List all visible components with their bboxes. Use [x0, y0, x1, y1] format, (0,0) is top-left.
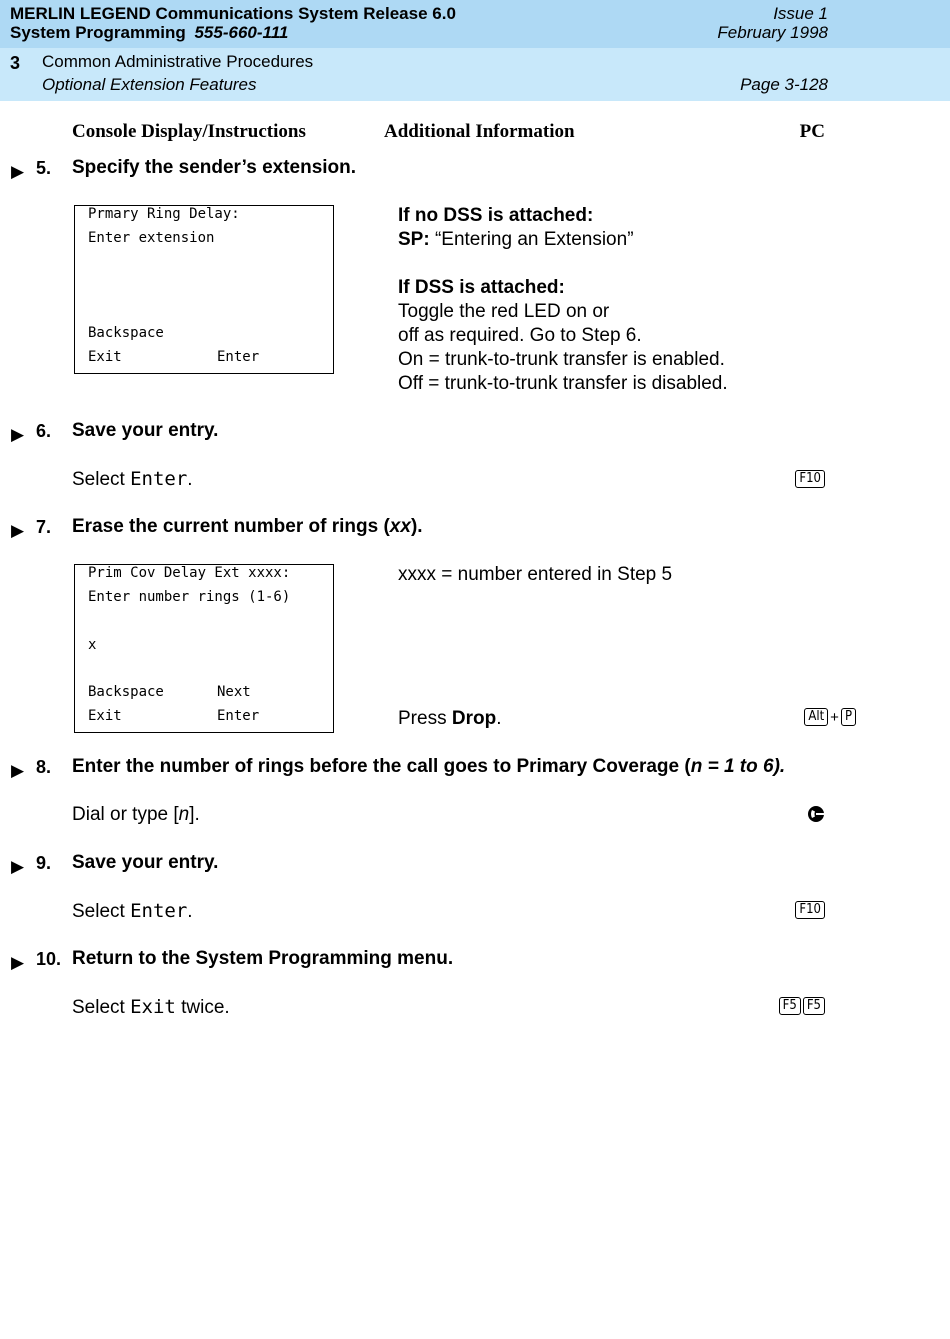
alt-key[interactable]: Alt [804, 708, 828, 726]
step-10-title: Return to the System Programming menu. [72, 948, 454, 969]
f10-key[interactable]: F10 [795, 901, 825, 919]
instr-mono: Exit [130, 996, 176, 1018]
step-9-title: Save your entry. [72, 852, 219, 873]
dss-heading: If DSS is attached: [398, 277, 565, 298]
instr-text: Select [72, 469, 131, 490]
pc-keys-step10 [779, 997, 825, 1015]
step-6-instruction [72, 468, 193, 491]
plus-sign: + [830, 708, 839, 726]
chapter-title: Common Administrative Procedures [42, 52, 314, 71]
column-heading-console: Console Display/Instructions [72, 121, 306, 142]
instr-text: Select [72, 901, 131, 922]
step-10-number: 10. [36, 949, 62, 969]
doc-subtitle-text: System Programming [10, 23, 186, 42]
press-bold: Drop [451, 708, 497, 729]
f10-key[interactable]: F10 [795, 470, 825, 488]
step-arrow-icon: ▶ [11, 162, 25, 181]
pc-keys-step6 [795, 470, 825, 488]
step-9-number: 9. [36, 853, 52, 873]
no-dss-heading: If no DSS is attached: [398, 205, 594, 226]
dss-line: On = trunk-to-trunk transfer is enabled. [398, 349, 725, 370]
sp-reference [398, 229, 634, 251]
issue-label: Issue 1 [773, 4, 828, 23]
f5-key[interactable]: F5 [803, 997, 825, 1015]
page-number: Page 3-128 [740, 75, 828, 94]
sp-text: “Entering an Extension” [429, 229, 634, 250]
doc-date: February 1998 [717, 23, 828, 42]
step-7-note: xxxx = number entered in Step 5 [398, 564, 673, 585]
pc-keys-step9 [795, 901, 825, 919]
step-10-instruction [72, 996, 230, 1019]
title-text: Enter the number of rings before the call goes to Primary Coverage ( [72, 756, 691, 777]
section-title: Optional Extension Features [42, 75, 257, 94]
screen-enter-option[interactable]: Enter [217, 349, 260, 365]
step-arrow-icon: ▶ [11, 521, 25, 540]
step-6-title: Save your entry. [72, 420, 219, 441]
instr-mono: Enter [130, 900, 188, 922]
screen-exit-option[interactable]: Exit [88, 708, 122, 724]
step-arrow-icon: ▶ [11, 953, 25, 972]
step-7-number: 7. [36, 517, 52, 537]
doc-subtitle [10, 23, 288, 43]
step-8-title [72, 756, 785, 778]
instr-text: . [187, 901, 193, 922]
instr-var: n [178, 804, 190, 825]
screen-value: x [88, 637, 97, 653]
step-8-instruction [72, 804, 200, 826]
step-9-instruction [72, 900, 193, 923]
screen-enter-option[interactable]: Enter [217, 708, 260, 724]
instr-text: . [187, 469, 193, 490]
step-5-title: Specify the sender’s extension. [72, 157, 357, 178]
doc-number: 555-660-111 [194, 23, 289, 42]
instr-mono: Enter [130, 468, 188, 490]
pc-keys-step7 [804, 708, 856, 726]
dial-phone-icon[interactable] [806, 804, 826, 824]
step-7-title [72, 516, 423, 538]
title-var: n = 1 to 6). [690, 756, 786, 777]
step-7-press-drop [398, 708, 501, 730]
f5-key[interactable]: F5 [779, 997, 801, 1015]
title-text: ). [410, 516, 423, 537]
dss-line: off as required. Go to Step 6. [398, 325, 642, 346]
console-screen-step7 [74, 564, 334, 733]
chapter-number: 3 [10, 53, 21, 73]
dss-line: Off = trunk-to-trunk transfer is disabled. [398, 373, 728, 394]
step-6-number: 6. [36, 421, 52, 441]
step-arrow-icon: ▶ [11, 761, 25, 780]
screen-next-option[interactable]: Next [217, 684, 251, 700]
screen-line: Enter number rings (1-6) [88, 589, 291, 605]
step-arrow-icon: ▶ [11, 857, 25, 876]
step-arrow-icon: ▶ [11, 425, 25, 444]
press-text: Press [398, 708, 452, 729]
instr-text: twice. [175, 997, 230, 1018]
step-8-number: 8. [36, 757, 52, 777]
screen-line: Prim Cov Delay Ext xxxx: [88, 565, 291, 581]
title-text: Erase the current number of rings ( [72, 516, 390, 537]
screen-line: Prmary Ring Delay: [88, 206, 240, 222]
instr-text: ]. [189, 804, 200, 825]
title-var: xx [389, 516, 411, 537]
step-5-number: 5. [36, 158, 52, 178]
column-heading-pc: PC [799, 121, 825, 142]
dss-line: Toggle the red LED on or [398, 301, 610, 322]
p-key[interactable]: P [841, 708, 856, 726]
doc-title: MERLIN LEGEND Communications System Release 6.0 [10, 4, 456, 23]
instr-text: Dial or type [ [72, 804, 179, 825]
screen-backspace-option[interactable]: Backspace [88, 325, 164, 341]
screen-line: Enter extension [88, 230, 215, 246]
instr-text: Select [72, 997, 131, 1018]
press-text: . [496, 708, 502, 729]
sp-label: SP: [398, 229, 430, 250]
screen-backspace-option[interactable]: Backspace [88, 684, 164, 700]
screen-exit-option[interactable]: Exit [88, 349, 122, 365]
console-screen-step5 [74, 205, 334, 374]
column-heading-info: Additional Information [384, 121, 575, 142]
